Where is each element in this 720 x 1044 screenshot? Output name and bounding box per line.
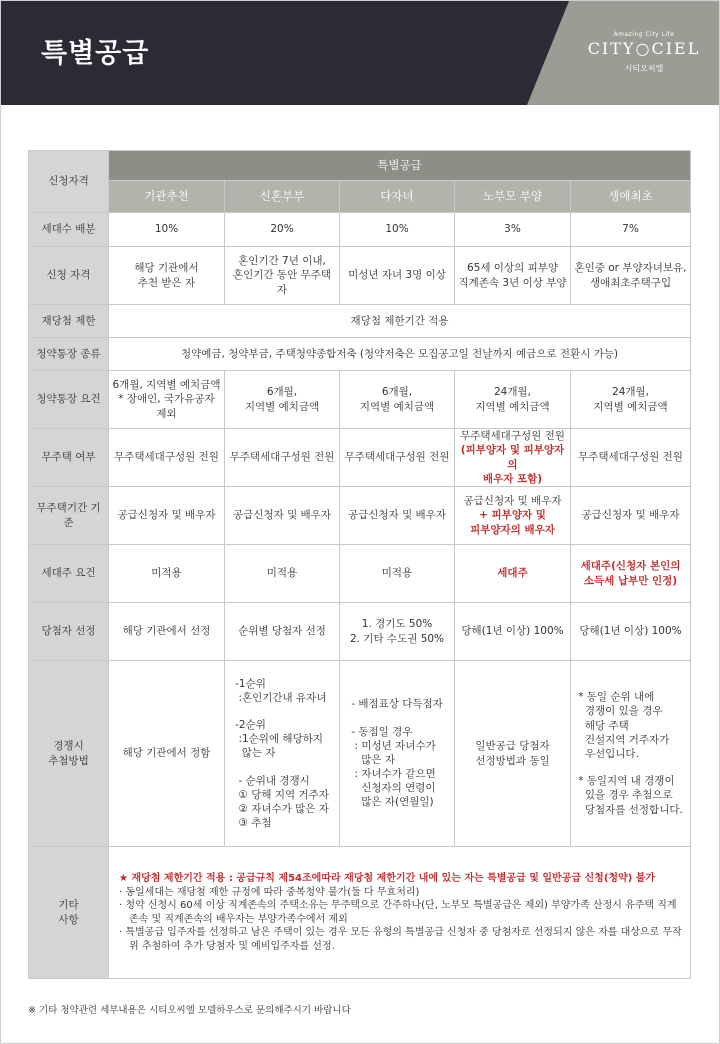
cell-line: - 배점표상 다득점자	[351, 698, 443, 711]
col-header: 기관추천	[109, 181, 225, 213]
table-cell	[225, 247, 340, 305]
cell-line-highlight: 피부양자의 배우자	[470, 523, 555, 536]
cell-line: 경쟁이 있을 경우	[578, 705, 663, 718]
cell-line: 해당 기관에서	[134, 262, 199, 275]
table-row-rewin	[29, 305, 691, 338]
row-header: 무주택 여부	[29, 429, 109, 487]
column-header-row	[29, 181, 691, 213]
cell-list	[578, 690, 683, 816]
table-cell: 공급신청자 및 배우자	[225, 487, 340, 545]
cell-line: :1순위에 해당하지	[235, 733, 324, 746]
table-row-nohouse	[29, 429, 691, 487]
table-cell: 미적용	[109, 545, 225, 603]
table-row-head-req	[29, 545, 691, 603]
table-cell: 재당첨 제한기간 적용	[109, 305, 691, 338]
cell-line: 24개월,	[494, 386, 531, 399]
table-cell: 공급신청자 및 배우자	[340, 487, 455, 545]
table-cell: 무주택세대구성원 전원	[571, 429, 691, 487]
table-cell: 미적용	[225, 545, 340, 603]
footnote: ※ 기타 청약관련 세부내용은 시티오씨엘 모델하우스로 문의해주시기 바랍니다	[28, 1005, 351, 1016]
brand-sub: 시티오씨엘	[624, 64, 664, 73]
table-row-qual	[29, 247, 691, 305]
table-cell: 해당 기관에서 정함	[109, 661, 225, 847]
special-supply-table	[28, 150, 691, 979]
brand-tagline: Amazing City Life	[613, 31, 675, 38]
cell-line: - 순위내 경쟁시	[235, 774, 310, 787]
row-header: 재당첨 제한	[29, 305, 109, 338]
notes-item: · 청약 신청시 60세 이상 직계존속의 주택소유는 무주택으로 간주하나(단, 노부모 특별공급은 제외) 부양가족 산정시 유주택 직계존속 및 직계존속의 배우자는 부양가족수에서 제외	[119, 900, 677, 925]
cell-line: 많은 자(연월일)	[351, 796, 434, 809]
table-cell: 해당 기관에서 선정	[109, 603, 225, 661]
cell-line: 해당 주택	[578, 719, 629, 732]
cell-line: 1. 경기도 50%	[361, 618, 433, 631]
cell-line: 혼인중 or 부양자녀보유,	[574, 262, 687, 275]
cell-line-highlight: 세대주(신청자 본인의	[580, 560, 681, 573]
cell-line: 선정방법과 동일	[475, 754, 550, 767]
table-row-acc-req	[29, 371, 691, 429]
cell-line: 생애최초주택구입	[589, 276, 672, 289]
page-title: 특별공급	[41, 38, 150, 69]
cell-line: :혼인기간내 유자녀	[235, 691, 327, 704]
table-cell	[340, 603, 455, 661]
cell-line: : 자녀수가 같으면	[351, 768, 436, 781]
cell-line: 공급신청자 및 배우자	[463, 495, 562, 508]
table-cell: 20%	[225, 213, 340, 247]
table-cell	[225, 371, 340, 429]
table-cell	[109, 247, 225, 305]
cell-line: 사항	[58, 913, 79, 926]
cell-line: 경쟁시	[53, 740, 84, 753]
table-cell: 청약예금, 청약부금, 주택청약종합저축 (청약저축은 모집공고일 전날까지 예금으로 전환시 가능)	[109, 338, 691, 371]
cell-line-highlight: (피부양자 및 피부양자의	[460, 444, 565, 471]
row-header: 무주택기간 기준	[29, 487, 109, 545]
cell-line: 무주택세대구성원 전원	[460, 430, 565, 443]
row-header: 세대수 배분	[29, 213, 109, 247]
table-cell	[455, 371, 571, 429]
cell-line: -1순위	[235, 677, 266, 690]
table-cell	[340, 661, 455, 847]
corner-header: 신청자격	[29, 151, 109, 213]
row-header: 청약통장 요건	[29, 371, 109, 429]
cell-list	[351, 697, 443, 809]
cell-line: 추첨방법	[48, 754, 89, 767]
table-cell	[571, 371, 691, 429]
table-cell: 미적용	[340, 545, 455, 603]
row-header	[29, 847, 109, 979]
cell-line: 당첨자를 선정합니다.	[578, 803, 683, 816]
table-row-compete	[29, 661, 691, 847]
table-cell: 당해(1년 이상) 100%	[455, 603, 571, 661]
cell-line: 지역별 예치금액	[359, 400, 435, 413]
cell-line: -2순위	[235, 719, 266, 732]
cell-line: 65세 이상의 피부양	[466, 262, 559, 275]
cell-line	[235, 705, 329, 718]
cell-line: 6개월,	[381, 386, 413, 399]
cell-line: 혼인기간 7년 이내,	[238, 255, 326, 268]
cell-line: 우선입니다.	[578, 748, 639, 760]
table-cell: 무주택세대구성원 전원	[109, 429, 225, 487]
cell-line: 많은 자	[351, 753, 395, 766]
cell-line: 직계존속 3년 이상 부양	[458, 276, 567, 289]
cell-line: 신청자의 연령이	[351, 782, 436, 795]
cell-line: 미성년 자녀 3명 이상	[348, 269, 446, 282]
col-header: 신혼부부	[225, 181, 340, 213]
cell-line-highlight: + 피부양자 및	[479, 509, 546, 522]
cell-line: 건설지역 거주자가	[578, 733, 670, 746]
table-cell: 10%	[340, 213, 455, 247]
table-cell	[455, 661, 571, 847]
row-header	[29, 661, 109, 847]
cell-list	[235, 677, 329, 831]
cell-line: 않는 자	[235, 747, 276, 760]
table-cell	[571, 545, 691, 603]
col-header: 생애최초	[571, 181, 691, 213]
cell-line-highlight: 배우자 포함)	[482, 472, 543, 485]
cell-line	[235, 761, 329, 774]
table-row-account	[29, 338, 691, 371]
table-cell: 순위별 당첨자 선정	[225, 603, 340, 661]
group-header: 특별공급	[109, 151, 691, 181]
table-cell: 10%	[109, 213, 225, 247]
table-cell: 공급신청자 및 배우자	[571, 487, 691, 545]
table-cell	[571, 247, 691, 305]
table-cell	[340, 247, 455, 305]
cell-line: 6개월, 지역별 예치금액	[112, 379, 221, 392]
cell-line: ② 자녀수가 많은 자	[235, 802, 329, 815]
cell-line: * 동일지역 내 경쟁이	[578, 775, 675, 788]
cell-line: 2. 기타 수도권 50%	[349, 632, 445, 645]
table-cell	[455, 429, 571, 487]
cell-line	[578, 761, 683, 774]
col-header: 노부모 부양	[455, 181, 571, 213]
table-cell: 공급신청자 및 배우자	[109, 487, 225, 545]
table-cell	[340, 371, 455, 429]
brand-name: CITY○CIEL	[587, 39, 701, 58]
cell-line: 지역별 예치금액	[475, 400, 550, 413]
cell-line: * 동일 순위 내에	[578, 691, 655, 704]
cell-line: : 미성년 자녀수가	[351, 739, 436, 752]
table-cell: 무주택세대구성원 전원	[340, 429, 455, 487]
notes-cell	[109, 847, 691, 979]
table-cell	[109, 371, 225, 429]
cell-line: 일반공급 당첨자	[475, 740, 550, 753]
table-cell: 7%	[571, 213, 691, 247]
col-header: 다자녀	[340, 181, 455, 213]
table-row-nohouse-period	[29, 487, 691, 545]
table-cell-highlight: 세대주	[455, 545, 571, 603]
notes-headline: ★ 재당첨 제한기간 적용 : 공급규칙 제54조에따라 재당첨 제한기간 내에 있는 자는 특별공급 및 일반공급 신청(청약) 불가	[119, 873, 656, 884]
table-row-alloc	[29, 213, 691, 247]
cell-line: 추천 받은 자	[137, 276, 196, 289]
row-header: 세대주 요건	[29, 545, 109, 603]
table-cell	[455, 247, 571, 305]
table-row-winner	[29, 603, 691, 661]
table-cell: 무주택세대구성원 전원	[225, 429, 340, 487]
table-cell	[225, 661, 340, 847]
cell-line-highlight: 소득세 납부만 인정)	[583, 574, 678, 587]
cell-line: 혼인기간 동안 무주택자	[233, 269, 331, 296]
cell-line: - 동점일 경우	[351, 725, 413, 738]
notes-item: · 동일세대는 재당첨 제한 규정에 따라 중복청약 불가(둘 다 무효처리)	[119, 886, 420, 898]
notes-item: · 특별공급 입주자를 선정하고 남은 주택이 있는 경우 모든 유형의 특별공급 신청자 중 당첨자로 선정되지 않은 자를 대상으로 무작위 추첨하여 추가 당첨자 및 예비입주자를 선정.	[119, 927, 682, 952]
table-cell: 당해(1년 이상) 100%	[571, 603, 691, 661]
table-row-etc	[29, 847, 691, 979]
row-header: 신청 자격	[29, 247, 109, 305]
row-header: 당첨자 선정	[29, 603, 109, 661]
row-header: 청약통장 종류	[29, 338, 109, 371]
table-cell: 3%	[455, 213, 571, 247]
cell-line: 지역별 예치금액	[593, 400, 668, 413]
cell-line: 6개월,	[266, 386, 298, 399]
table-cell	[571, 661, 691, 847]
cell-line	[351, 712, 443, 725]
table-cell	[455, 487, 571, 545]
cell-line: ③ 추첨	[235, 817, 272, 830]
brand-logo	[569, 1, 719, 105]
cell-line: ① 당해 지역 거주자	[235, 788, 329, 801]
cell-line: * 장애인, 국가유공자 제외	[118, 393, 215, 420]
cell-line: 있을 경우 추첨으로	[578, 789, 673, 802]
header	[1, 1, 719, 105]
cell-line: 기타	[58, 899, 79, 912]
cell-line: 24개월,	[612, 386, 650, 399]
cell-line: 지역별 예치금액	[244, 400, 320, 413]
